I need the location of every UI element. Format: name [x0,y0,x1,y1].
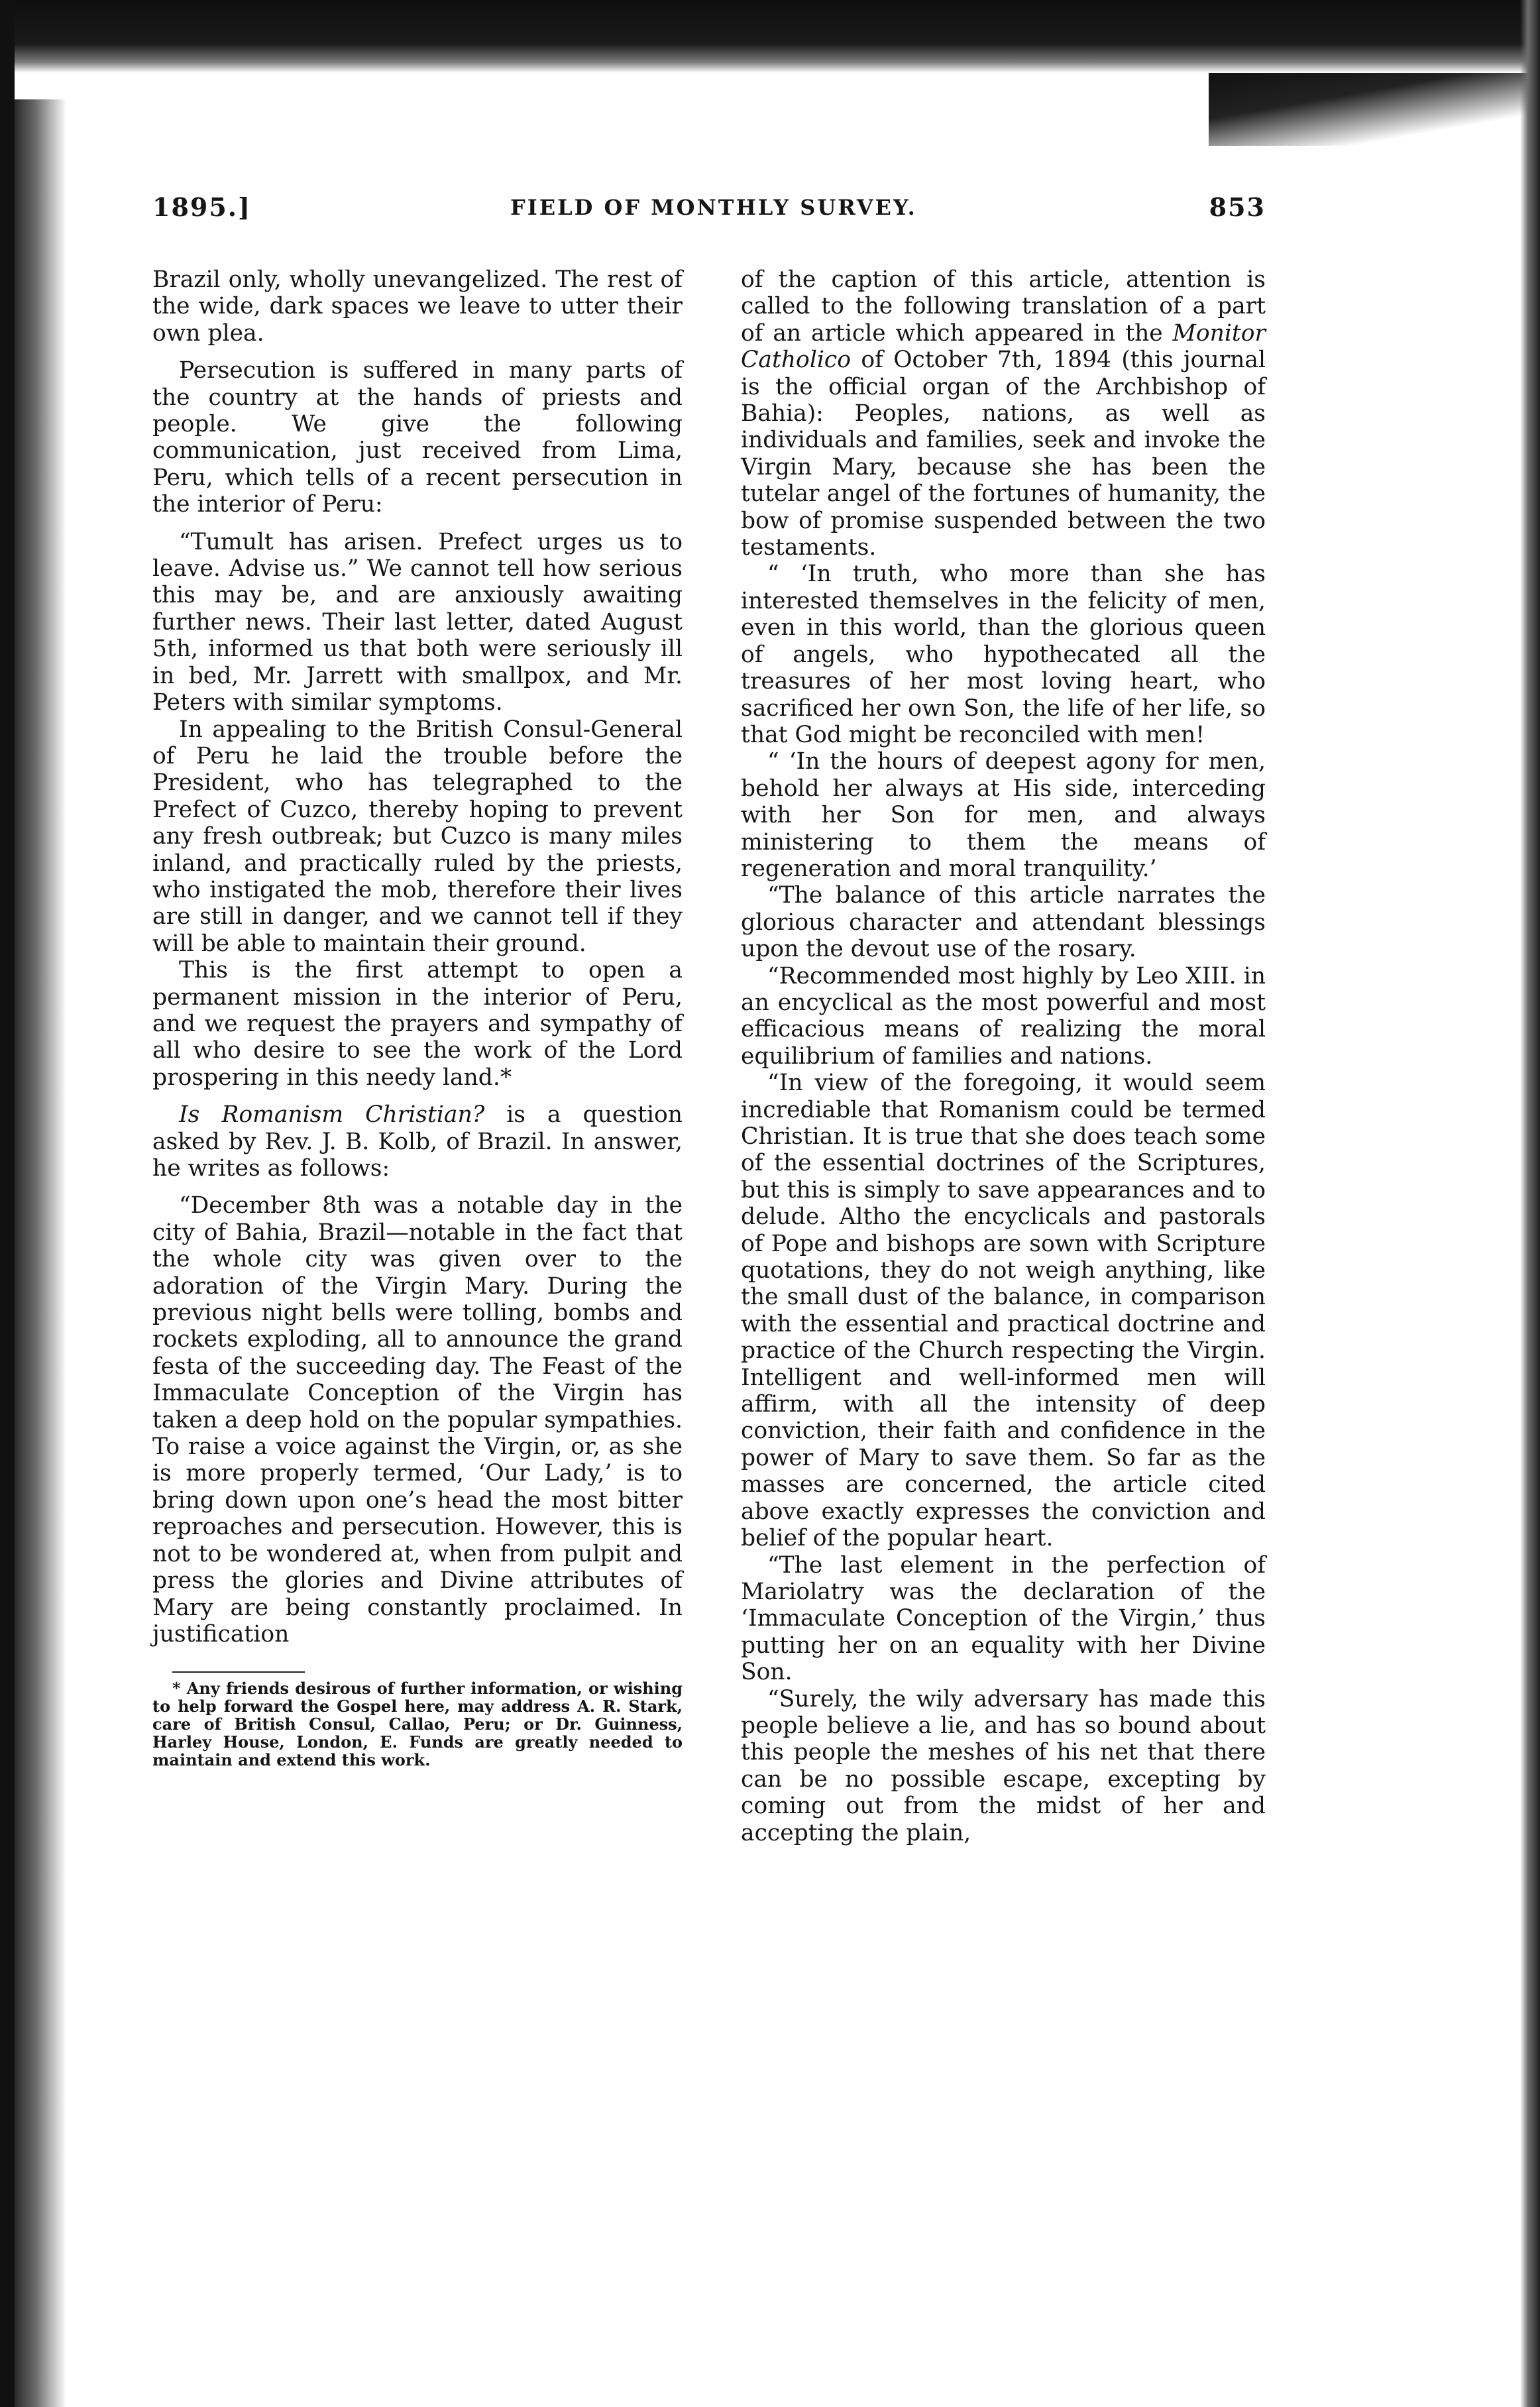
paragraph: Persecution is suffered in many parts of the country at the hands of priests and people. We give the following communication, just received from Lima, Peru, which tells of a recent persecution in the interior of Peru: [152,357,683,518]
running-head-year: 1895.] [152,192,251,222]
paragraph: “Surely, the wily adversary has made this people believe a lie, and has so bound about this people the meshes of his net that there can be no possible escape, excepting by coming out from the midst of her and accepting the plain, [741,1685,1266,1846]
book-page [152,192,1266,2127]
paragraph-text: of the caption of this article, attention is called to the following translation of a part of an article which appeared in the [741,266,1266,347]
scan-shadow-left [15,99,66,2407]
scan-border-top [0,0,1540,73]
paragraph: “In view of the foregoing, it would seem incrediable that Romanism could be termed Christian. It is true that she does teach some of the essential doctrines of the Scriptures, but this is simply to save appearances and to delude. Altho the encyclicals and pastorals of Pope and bishops are sown with Scripture quotations, they do not weigh anything, like the small dust of the balance, in comparison with the essential and practical doctrine and practice of the Church respecting the Virgin. Intelligent and well-informed men will affirm, with all the intensity of deep conviction, their faith and confidence in the power of Mary to save them. So far as the masses are concerned, the article cited above exactly expresses the conviction and belief of the popular heart. [741,1070,1266,1552]
paragraph: “December 8th was a notable day in the city of Bahia, Brazil—notable in the fact that the whole city was given over to the adoration of the Virgin Mary. During the previous night bells were tolling, bombs and rockets exploding, all to announce the grand festa of the succeeding day. The Feast of the Immaculate Conception of the Virgin has taken a deep hold on the popular sympathies. To raise a voice against the Virgin, or, as she is more properly termed, ‘Our Lady,’ is to bring down upon one’s head the most bitter reproaches and persecution. However, this is not to be wondered at, when from pulpit and press the glories and Divine attributes of Mary are being constantly proclaimed. In justification [152,1192,683,1648]
running-head [152,192,1266,232]
paragraph-text: of October 7th, 1894 (this journal is the official organ of the Archbishop of Bahia): Peoples, nations, as well as individuals and families, seek and invoke the Virgin Mary, because she has been the tutelar angel of the fortunes of humanity, the bow of promise suspended between the two testaments. [741,347,1266,561]
paragraph: “ ‘In truth, who more than she has interested themselves in the felicity of men, even in this world, than the glorious queen of angels, who hypothecated all the treasures of her most loving heart, who sacrificed her own Son, the life of her life, so that God might be reconciled with men! [741,561,1266,748]
paragraph: In appealing to the British Consul-General of Peru he laid the trouble before the President, who has telegraphed to the Prefect of Cuzco, thereby hoping to prevent any fresh outbreak; but Cuzco is many miles inland, and practically ruled by the priests, who instigated the mob, therefore their lives are still in danger, and we cannot tell if they will be able to maintain their ground. [152,716,683,957]
paragraph-text: is a question asked by Rev. J. B. Kolb, of Brazil. In answer, he writes as follows: [152,1101,683,1182]
running-head-title: FIELD OF MONTHLY SURVEY. [510,195,917,220]
section-heading: Is Romanism Christian? [179,1101,485,1129]
footnote: * Any friends desirous of further information, or wishing to help forward the Gospel here, may address A. R. Stark, care of British Consul, Callao, Peru; or Dr. Guinness, Harley House, London, E. Funds are greatly needed to maintain and extend this work. [152,1679,683,1770]
paragraph: “The balance of this article narrates the glorious character and attendant blessings upon the devout use of the rosary. [741,882,1266,963]
paragraph: “The last element in the perfection of Mariolatry was the declaration of the ‘Immaculate Conception of the Virgin,’ thus putting her on an equality with her Divine Son. [741,1551,1266,1686]
right-column [741,266,1266,1846]
paragraph: “Tumult has arisen. Prefect urges us to leave. Advise us.” We cannot tell how serious this may be, and are anxiously awaiting further news. Their last letter, dated August 5th, informed us that both were seriously ill in bed, Mr. Jarrett with smallpox, and Mr. Peters with similar symptoms. [152,528,683,716]
scan-border-right [1520,0,1540,2407]
page-number: 853 [1209,192,1266,222]
section-paragraph [152,1101,683,1182]
paragraph: Brazil only, wholly unevangelized. The rest of the wide, dark spaces we leave to utter their own plea. [152,266,683,347]
scan-tear [1209,73,1540,146]
publication-title: Monitor Catholico [741,319,1266,374]
paragraph: This is the first attempt to open a permanent mission in the interior of Peru, and we request the prayers and sympathy of all who desire to see the work of the Lord prospering in this needy land.* [152,957,683,1091]
paragraph: “ ‘In the hours of deepest agony for men, behold her always at His side, interceding with her Son for men, and always ministering to them the means of regeneration and moral tranquility.’ [741,748,1266,882]
paragraph [741,266,1266,561]
footnote-rule [172,1671,305,1673]
scan-border-left [0,0,15,2407]
left-column [152,266,683,1769]
paragraph: “Recommended most highly by Leo XIII. in an encyclical as the most powerful and most efficacious means of realizing the moral equilibrium of families and nations. [741,962,1266,1070]
